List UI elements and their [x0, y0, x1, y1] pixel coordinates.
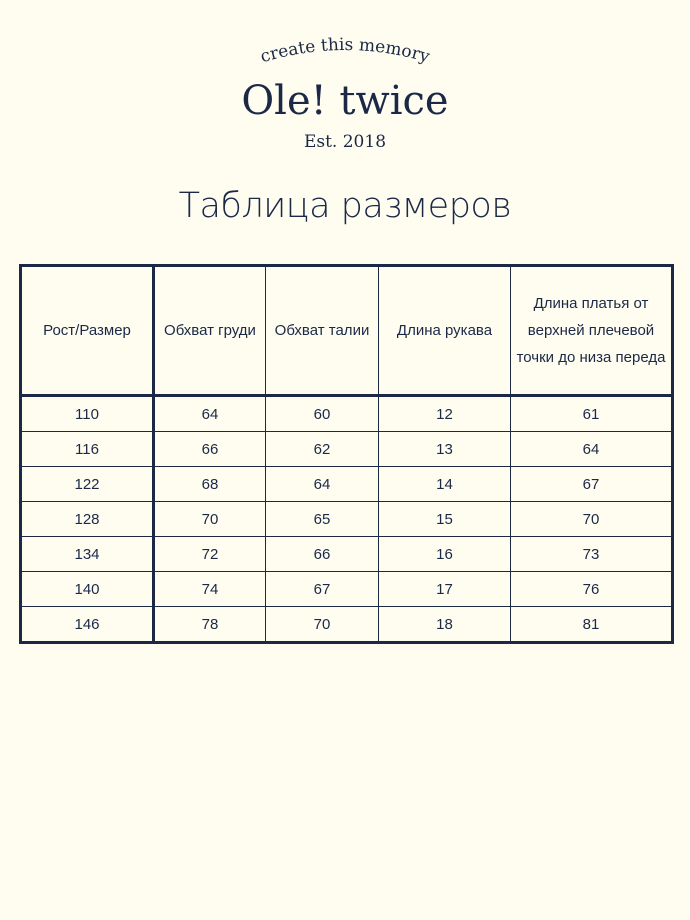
table-header-row	[21, 266, 673, 396]
header-chest: Обхват груди	[154, 266, 266, 396]
header-height-size: Рост/Размер	[21, 266, 154, 396]
cell-chest: 70	[154, 502, 266, 537]
brand-logo	[0, 30, 690, 160]
cell-height-size: 110	[21, 396, 154, 432]
size-table	[19, 264, 674, 644]
cell-sleeve-length: 15	[379, 502, 511, 537]
cell-waist: 66	[266, 537, 379, 572]
cell-height-size: 146	[21, 607, 154, 643]
brand-name: Ole! twice	[241, 78, 449, 124]
cell-height-size: 122	[21, 467, 154, 502]
cell-sleeve-length: 17	[379, 572, 511, 607]
cell-waist: 65	[266, 502, 379, 537]
cell-sleeve-length: 12	[379, 396, 511, 432]
header-waist: Обхват талии	[266, 266, 379, 396]
cell-sleeve-length: 14	[379, 467, 511, 502]
cell-height-size: 128	[21, 502, 154, 537]
header-dress-length: Длина платья от верхней плечевой точки до низа переда	[511, 266, 673, 396]
table-row	[21, 396, 673, 432]
cell-dress-length: 64	[511, 432, 673, 467]
cell-waist: 64	[266, 467, 379, 502]
brand-tagline: create this memory	[258, 34, 432, 68]
cell-dress-length: 61	[511, 396, 673, 432]
table-row	[21, 607, 673, 643]
cell-sleeve-length: 16	[379, 537, 511, 572]
cell-dress-length: 67	[511, 467, 673, 502]
header-sleeve-length: Длина рукава	[379, 266, 511, 396]
cell-chest: 68	[154, 467, 266, 502]
cell-waist: 62	[266, 432, 379, 467]
page-title: Таблица размеров	[178, 186, 512, 226]
cell-dress-length: 76	[511, 572, 673, 607]
table-row	[21, 502, 673, 537]
cell-chest: 74	[154, 572, 266, 607]
cell-waist: 60	[266, 396, 379, 432]
cell-height-size: 140	[21, 572, 154, 607]
cell-dress-length: 81	[511, 607, 673, 643]
cell-dress-length: 73	[511, 537, 673, 572]
table-row	[21, 537, 673, 572]
cell-dress-length: 70	[511, 502, 673, 537]
table-row	[21, 572, 673, 607]
cell-chest: 64	[154, 396, 266, 432]
cell-chest: 72	[154, 537, 266, 572]
cell-height-size: 116	[21, 432, 154, 467]
cell-waist: 67	[266, 572, 379, 607]
cell-waist: 70	[266, 607, 379, 643]
brand-established: Est. 2018	[303, 132, 387, 152]
cell-sleeve-length: 13	[379, 432, 511, 467]
cell-height-size: 134	[21, 537, 154, 572]
cell-chest: 78	[154, 607, 266, 643]
table-row	[21, 432, 673, 467]
table-row	[21, 467, 673, 502]
cell-sleeve-length: 18	[379, 607, 511, 643]
cell-chest: 66	[154, 432, 266, 467]
